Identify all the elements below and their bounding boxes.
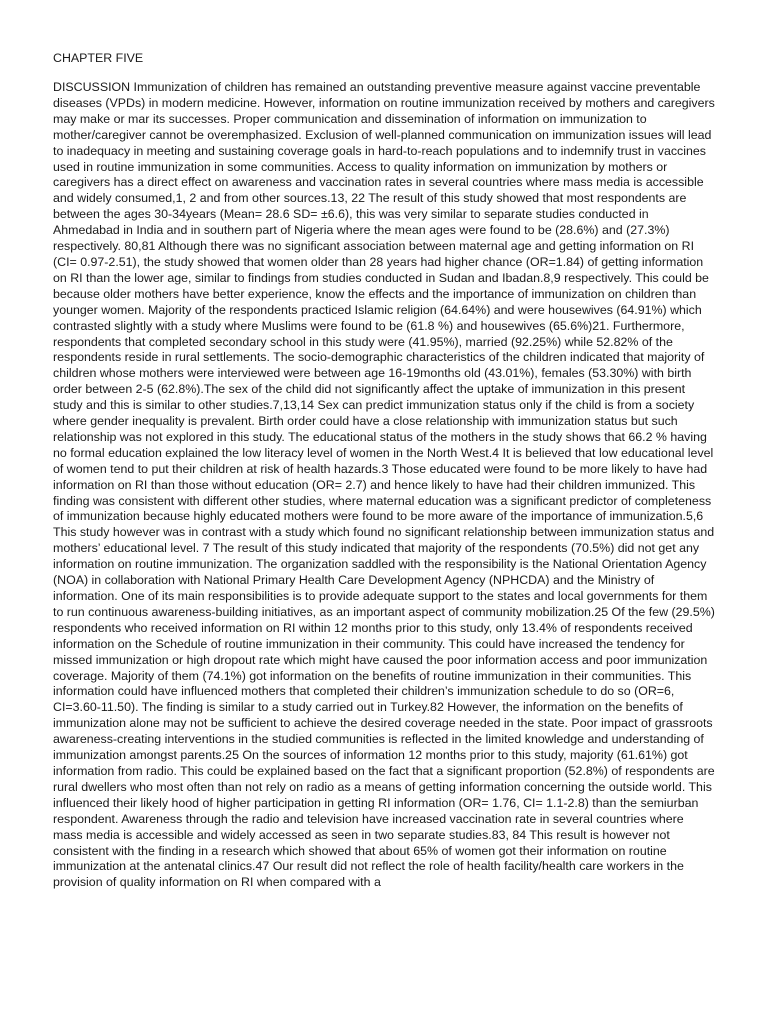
discussion-paragraph: DISCUSSION Immunization of children has remained an outstanding preventive measure against vaccine preventable diseases (VPDs) in modern medicine. However, information on routine immunization received by mothers and caregivers may make or mar its successes. Proper communication and dissemination of information on immunization to mother/caregiver cannot be overemphasized. Exclusion of well-planned communication on immunization issues will lead to inadequacy in meeting and sustaining coverage goals in hard-to-reach populations and to indemnify trust in vaccines used in routine immunization in some communities. Access to quality information on immunization by mothers or caregivers has a direct effect on awareness and vaccination rates in several countries where mass media is accessible and widely consumed,1, 2 and from other sources.13, 22 The result of this study showed that most respondents are between the ages 30-34years (Mean= 28.6 SD= ±6.6), this was very similar to separate studies conducted in Ahmedabad in India and in southern part of Nigeria where the mean ages were found to be (28.6%) and (27.3%) respectively. 80,81 Although there was no significant association between maternal age and getting information on RI (CI= 0.97-2.51), the study showed that women older than 28 years had higher chance (OR=1.84) of getting information on RI than the lower age, similar to findings from studies conducted in Sudan and Ibadan.8,9 respectively. This could be because older mothers have better experience, know the effects and the importance of immunization on children than younger women. Majority of the respondents practiced Islamic religion (64.64%) and were housewives (64.91%) which contrasted slightly with a study where Muslims were found to be (61.8 %) and housewives (65.6%)21. Furthermore, respondents that completed secondary school in this study were (41.95%), married (92.25%) while 52.82% of the respondents reside in rural settlements. The socio-demographic characteristics of the children indicated that majority of children whose mothers were interviewed were between age 16-19months old (43.01%), females (53.30%) with birth order between 2-5 (62.8%).The sex of the child did not significantly affect the uptake of immunization in this present study and this is similar to other studies.7,13,14 Sex can predict immunization status only if the child is from a society where gender inequality is prevalent. Birth order could have a close relationship with immunization status but such relationship was not explored in this study. The educational status of the mothers in the study shows that 66.2 % having no formal education explained the low literacy level of women in the North West.4 It is believed that low educational level of women tend to put their children at risk of health hazards.3 Those educated were found to be more likely to have had information on RI than those without education (OR= 2.7) and hence likely to have had their children immunized. This finding was consistent with different other studies, where maternal education was a significant predictor of completeness of immunization because highly educated mothers were found to be more aware of the importance of immunization.5,6 This study however was in contrast with a study which found no significant relationship between immunization status and mothers’ educational level. 7 The result of this study indicated that majority of the respondents (70.5%) did not get any information on routine immunization. The organization saddled with the responsibility is the National Orientation Agency (NOA) in collaboration with National Primary Health Care Development Agency (NPHCDA) and the Ministry of information. One of its main responsibilities is to provide adequate support to the states and local governments for them to run continuous awareness-building initiatives, as an important aspect of community mobilization.25 Of the few (29.5%) respondents who received information on RI within 12 months prior to this study, only 13.4% of respondents received information on the Schedule of routine immunization in their community. This could have increased the tendency for missed immunization or high dropout rate which might have caused the poor information access and poor immunization coverage. Majority of them (74.1%) got information on the benefits of routine immunization in their communities. This information could have influenced mothers that completed their children’s immunization schedule to do so (OR=6, CI=3.60-11.50). The finding is similar to a study carried out in Turkey.82 However, the information on the benefits of immunization alone may not be sufficient to achieve the desired coverage needed in the state. Poor impact of grassroots awareness-creating interventions in the studied communities is reflected in the limited knowledge and understanding of immunization amongst parents.25 On the sources of information 12 months prior to this study, majority (61.61%) got information from radio. This could be explained based on the fact that a significant proportion (52.8%) of respondents are rural dwellers who most often than not rely on radio as a means of getting information concerning the outside world. This influenced their likely hood of higher participation in getting RI information (OR= 1.76, CI= 1.1-2.8) than the semiurban respondent. Awareness through the radio and television have increased vaccination rate in several countries where mass media is accessible and widely accessed as seen in two separate studies.83, 84 This result is however not consistent with the finding in a research which showed that about 65% of women got their information on routine immunization at the antenatal clinics.47 Our result did not reflect the role of health facility/health care workers in the provision of quality information on RI when compared with a [53, 80, 715, 890]
document-page [53, 50, 715, 891]
chapter-heading: CHAPTER FIVE [53, 51, 144, 65]
